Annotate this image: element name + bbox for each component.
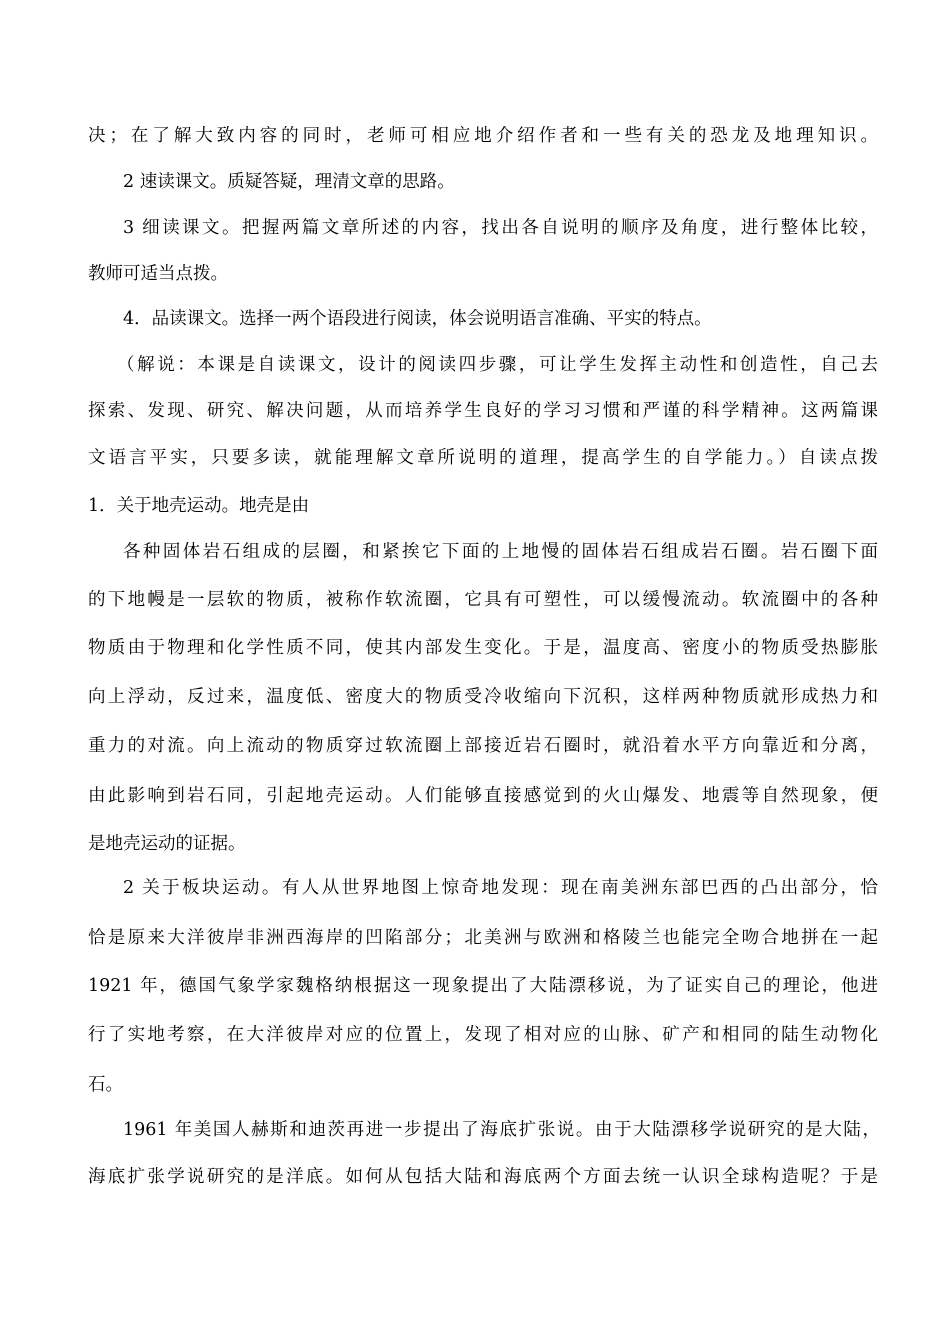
text-line: 物质由于物理和化学性质不同，使其内部发生变化。于是，温度高、密度小的物质受热膨胀 xyxy=(88,638,878,658)
text-line: 的下地幔是一层软的物质，被称作软流圈，它具有可塑性，可以缓慢流动。软流圈中的各种 xyxy=(88,590,878,610)
text-line: 教师可适当点拨。 xyxy=(88,264,228,284)
text-line: 由此影响到岩石同，引起地壳运动。人们能够直接感觉到的火山爆发、地震等自然现象，便 xyxy=(88,786,878,806)
text-line: 探索、发现、研究、解决问题，从而培养学生良好的学习习惯和严谨的科学精神。这两篇课 xyxy=(88,401,878,421)
text-line: 3 细读课文。把握两篇文章所述的内容，找出各自说明的顺序及角度，进行整体比较， xyxy=(123,218,878,238)
text-line: 2 速读课文。质疑答疑，理清文章的思路。 xyxy=(123,172,455,192)
text-line: 行了实地考察，在大洋彼岸对应的位置上，发现了相对应的山脉、矿产和相同的陆生动物化 xyxy=(88,1025,878,1045)
text-line: 各种固体岩石组成的层圈，和紧挨它下面的上地慢的固体岩石组成岩石圈。岩石圈下面 xyxy=(123,542,878,562)
text-line: 1．关于地壳运动。地壳是由 xyxy=(88,496,310,516)
text-line: 文语言平实，只要多读，就能理解文章所说明的道理，提高学生的自学能力。）自读点拨 xyxy=(88,448,878,468)
text-line: 1961 年美国人赫斯和迪茨再进一步提出了海底扩张说。由于大陆漂移学说研究的是大陆， xyxy=(123,1120,880,1140)
text-line: 1921 年，德国气象学家魏格纳根据这一现象提出了大陆漂移说，为了证实自己的理论，他进 xyxy=(88,976,878,996)
text-line: （解说：本课是自读课文，设计的阅读四步骤，可让学生发挥主动性和创造性，自己去 xyxy=(117,355,878,375)
text-line: 石。 xyxy=(88,1075,123,1095)
text-line: 4．品读课文。选择一两个语段进行阅读，体会说明语言准确、平实的特点。 xyxy=(123,309,712,329)
text-line: 是地壳运动的证据。 xyxy=(88,834,246,854)
text-line: 决；在了解大致内容的同时，老师可相应地介绍作者和一些有关的恐龙及地理知识。 xyxy=(88,126,878,146)
text-line: 恰是原来大洋彼岸非洲西海岸的凹陷部分；北美洲与欧洲和格陵兰也能完全吻合地拼在一起 xyxy=(88,928,878,948)
text-line: 海底扩张学说研究的是洋底。如何从包括大陆和海底两个方面去统一认识全球构造呢？于是 xyxy=(88,1167,878,1187)
text-line: 向上浮动，反过来，温度低、密度大的物质受冷收缩向下沉积，这样两种物质就形成热力和 xyxy=(88,687,878,707)
text-line: 重力的对流。向上流动的物质穿过软流圈上部接近岩石圈时，就沿着水平方向靠近和分离， xyxy=(88,736,878,756)
text-line: 2 关于板块运动。有人从世界地图上惊奇地发现：现在南美洲东部巴西的凸出部分，恰 xyxy=(123,878,878,898)
